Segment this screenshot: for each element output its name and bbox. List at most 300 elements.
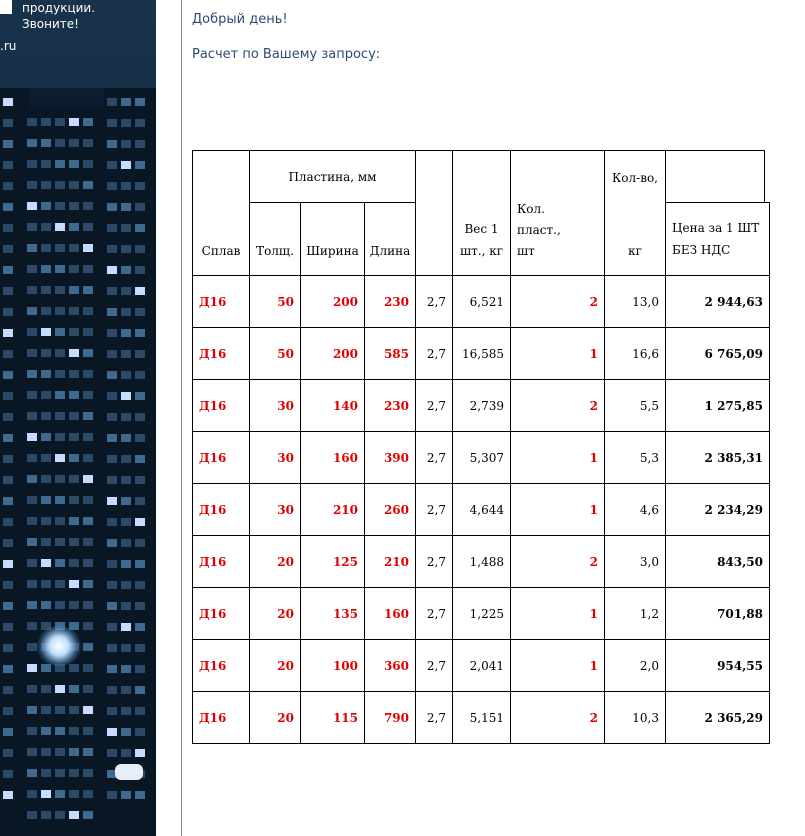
window-shape bbox=[121, 371, 131, 379]
header-price-line2: БЕЗ НДС bbox=[672, 243, 731, 257]
cell-price: 2 365,29 bbox=[665, 691, 770, 744]
window-shape bbox=[107, 560, 117, 568]
window-shape bbox=[83, 328, 93, 336]
window-shape bbox=[135, 413, 145, 421]
cell-width: 135 bbox=[300, 587, 365, 640]
window-shape bbox=[69, 160, 79, 168]
window-shape bbox=[27, 391, 37, 399]
window-shape bbox=[3, 518, 13, 526]
window-shape bbox=[69, 664, 79, 672]
cell-price: 843,50 bbox=[665, 535, 770, 588]
window-shape bbox=[69, 307, 79, 315]
window-shape bbox=[135, 119, 145, 127]
window-shape bbox=[69, 790, 79, 798]
window-shape bbox=[83, 643, 93, 651]
window-shape bbox=[121, 560, 131, 568]
window-shape bbox=[121, 539, 131, 547]
window-shape bbox=[3, 665, 13, 673]
window-shape bbox=[121, 98, 131, 106]
header-weight bbox=[452, 150, 511, 276]
window-shape bbox=[41, 559, 51, 567]
cell-count: 2 bbox=[510, 691, 605, 744]
window-shape bbox=[107, 581, 117, 589]
window-shape bbox=[41, 748, 51, 756]
window-shape bbox=[55, 223, 65, 231]
window-shape bbox=[121, 245, 131, 253]
window-shape bbox=[83, 286, 93, 294]
window-shape bbox=[69, 433, 79, 441]
window-shape bbox=[107, 371, 117, 379]
window-shape bbox=[69, 517, 79, 525]
window-shape bbox=[69, 706, 79, 714]
logo-icon bbox=[0, 0, 12, 14]
cell-count: 2 bbox=[510, 535, 605, 588]
window-shape bbox=[83, 181, 93, 189]
window-shape bbox=[69, 181, 79, 189]
cell-count: 1 bbox=[510, 639, 605, 692]
cell-density: 2,7 bbox=[415, 327, 453, 380]
window-shape bbox=[55, 412, 65, 420]
window-shape bbox=[55, 370, 65, 378]
cell-length: 360 bbox=[364, 639, 416, 692]
window-shape bbox=[41, 685, 51, 693]
window-shape bbox=[83, 601, 93, 609]
window-shape bbox=[83, 370, 93, 378]
cell-width: 210 bbox=[300, 483, 365, 536]
window-shape bbox=[41, 580, 51, 588]
window-shape bbox=[41, 328, 51, 336]
window-shape bbox=[135, 224, 145, 232]
window-shape bbox=[107, 497, 117, 505]
window-shape bbox=[3, 770, 13, 778]
cell-width: 115 bbox=[300, 691, 365, 744]
domain-fragment: .ru bbox=[0, 39, 17, 53]
window-shape bbox=[83, 160, 93, 168]
window-shape bbox=[55, 202, 65, 210]
window-shape bbox=[83, 202, 93, 210]
window-shape bbox=[135, 539, 145, 547]
window-shape bbox=[41, 370, 51, 378]
window-shape bbox=[27, 811, 37, 819]
window-shape bbox=[121, 203, 131, 211]
header-qty bbox=[604, 150, 666, 276]
window-shape bbox=[135, 665, 145, 673]
window-shape bbox=[27, 433, 37, 441]
window-shape bbox=[135, 434, 145, 442]
window-shape bbox=[69, 286, 79, 294]
window-shape bbox=[27, 223, 37, 231]
cell-thickness: 20 bbox=[249, 587, 301, 640]
window-shape bbox=[135, 287, 145, 295]
window-shape bbox=[55, 118, 65, 126]
cell-weight: 5,151 bbox=[452, 691, 511, 744]
window-shape bbox=[121, 413, 131, 421]
window-shape bbox=[121, 707, 131, 715]
window-shape bbox=[41, 349, 51, 357]
window-shape bbox=[55, 706, 65, 714]
window-shape bbox=[107, 623, 117, 631]
window-shape bbox=[69, 748, 79, 756]
greeting-text: Добрый день! bbox=[192, 12, 288, 27]
window-shape bbox=[83, 349, 93, 357]
window-shape bbox=[83, 265, 93, 273]
window-shape bbox=[107, 686, 117, 694]
cell-count: 2 bbox=[510, 275, 605, 328]
window-shape bbox=[3, 203, 13, 211]
header-density bbox=[415, 150, 453, 276]
window-shape bbox=[121, 644, 131, 652]
cell-thickness: 50 bbox=[249, 275, 301, 328]
window-shape bbox=[121, 140, 131, 148]
window-shape bbox=[55, 538, 65, 546]
window-shape bbox=[27, 475, 37, 483]
window-shape bbox=[69, 727, 79, 735]
car-shape bbox=[115, 764, 143, 780]
window-shape bbox=[69, 349, 79, 357]
window-shape bbox=[27, 202, 37, 210]
window-shape bbox=[135, 140, 145, 148]
window-shape bbox=[41, 475, 51, 483]
window-shape bbox=[3, 98, 13, 106]
window-shape bbox=[83, 706, 93, 714]
cell-length: 390 bbox=[364, 431, 416, 484]
window-shape bbox=[135, 245, 145, 253]
cell-qty: 3,0 bbox=[604, 535, 666, 588]
cell-count: 1 bbox=[510, 587, 605, 640]
header-qty-line2: кг bbox=[628, 244, 642, 258]
window-shape bbox=[69, 202, 79, 210]
window-shape bbox=[55, 244, 65, 252]
window-shape bbox=[83, 307, 93, 315]
window-shape bbox=[55, 454, 65, 462]
window-shape bbox=[41, 727, 51, 735]
window-shape bbox=[135, 602, 145, 610]
window-shape bbox=[107, 224, 117, 232]
cell-qty: 5,5 bbox=[604, 379, 666, 432]
window-shape bbox=[55, 328, 65, 336]
window-shape bbox=[3, 497, 13, 505]
window-shape bbox=[83, 244, 93, 252]
cell-thickness: 30 bbox=[249, 483, 301, 536]
cell-length: 230 bbox=[364, 379, 416, 432]
window-shape bbox=[107, 329, 117, 337]
window-shape bbox=[121, 686, 131, 694]
cell-qty: 2,0 bbox=[604, 639, 666, 692]
window-shape bbox=[107, 728, 117, 736]
window-shape bbox=[107, 476, 117, 484]
window-shape bbox=[121, 455, 131, 463]
cell-length: 585 bbox=[364, 327, 416, 380]
cell-width: 100 bbox=[300, 639, 365, 692]
window-shape bbox=[27, 286, 37, 294]
window-shape bbox=[121, 161, 131, 169]
window-shape bbox=[41, 391, 51, 399]
window-shape bbox=[41, 412, 51, 420]
window-shape bbox=[3, 392, 13, 400]
window-shape bbox=[3, 371, 13, 379]
window-shape bbox=[27, 244, 37, 252]
window-shape bbox=[69, 559, 79, 567]
window-shape bbox=[55, 160, 65, 168]
window-shape bbox=[69, 370, 79, 378]
cell-thickness: 20 bbox=[249, 691, 301, 744]
cell-density: 2,7 bbox=[415, 535, 453, 588]
header-weight-line1: Вес 1 bbox=[464, 222, 499, 236]
window-shape bbox=[27, 454, 37, 462]
window-shape bbox=[3, 581, 13, 589]
cell-density: 2,7 bbox=[415, 275, 453, 328]
cell-length: 160 bbox=[364, 587, 416, 640]
window-shape bbox=[121, 392, 131, 400]
window-shape bbox=[121, 224, 131, 232]
window-shape bbox=[83, 496, 93, 504]
window-shape bbox=[69, 769, 79, 777]
window-shape bbox=[83, 727, 93, 735]
window-shape bbox=[55, 727, 65, 735]
window-shape bbox=[121, 749, 131, 757]
window-shape bbox=[107, 707, 117, 715]
window-shape bbox=[27, 748, 37, 756]
cell-thickness: 20 bbox=[249, 535, 301, 588]
window-shape bbox=[135, 518, 145, 526]
cell-qty: 4,6 bbox=[604, 483, 666, 536]
window-shape bbox=[121, 182, 131, 190]
window-shape bbox=[27, 139, 37, 147]
window-shape bbox=[3, 707, 13, 715]
window-shape bbox=[41, 160, 51, 168]
window-shape bbox=[121, 350, 131, 358]
cell-weight: 2,739 bbox=[452, 379, 511, 432]
window-shape bbox=[107, 161, 117, 169]
window-shape bbox=[3, 728, 13, 736]
window-shape bbox=[83, 223, 93, 231]
cell-thickness: 20 bbox=[249, 639, 301, 692]
window-shape bbox=[135, 749, 145, 757]
window-shape bbox=[3, 329, 13, 337]
window-shape bbox=[107, 182, 117, 190]
window-shape bbox=[55, 496, 65, 504]
window-shape bbox=[135, 266, 145, 274]
window-shape bbox=[83, 580, 93, 588]
window-shape bbox=[27, 118, 37, 126]
cell-alloy: Д16 bbox=[192, 431, 250, 484]
window-shape bbox=[55, 517, 65, 525]
window-shape bbox=[3, 686, 13, 694]
cell-alloy: Д16 bbox=[192, 275, 250, 328]
window-shape bbox=[41, 223, 51, 231]
window-shape bbox=[135, 371, 145, 379]
window-shape bbox=[55, 748, 65, 756]
window-shape bbox=[41, 517, 51, 525]
window-shape bbox=[69, 538, 79, 546]
cell-density: 2,7 bbox=[415, 587, 453, 640]
window-shape bbox=[3, 308, 13, 316]
window-shape bbox=[55, 601, 65, 609]
header-thickness: Толщ. bbox=[249, 202, 301, 276]
window-shape bbox=[121, 518, 131, 526]
window-shape bbox=[3, 350, 13, 358]
header-count-line1: Кол. bbox=[517, 202, 545, 216]
window-shape bbox=[27, 706, 37, 714]
header-plate-group: Пластина, мм bbox=[249, 150, 416, 203]
window-shape bbox=[69, 685, 79, 693]
callout-text bbox=[22, 0, 95, 32]
window-shape bbox=[55, 433, 65, 441]
cell-price: 2 234,29 bbox=[665, 483, 770, 536]
window-shape bbox=[135, 350, 145, 358]
window-shape bbox=[121, 329, 131, 337]
window-shape bbox=[107, 245, 117, 253]
window-shape bbox=[41, 265, 51, 273]
window-shape bbox=[121, 665, 131, 673]
cell-density: 2,7 bbox=[415, 639, 453, 692]
window-shape bbox=[69, 496, 79, 504]
cell-price: 701,88 bbox=[665, 587, 770, 640]
window-shape bbox=[41, 244, 51, 252]
window-shape bbox=[27, 622, 37, 630]
window-shape bbox=[83, 412, 93, 420]
window-shape bbox=[55, 349, 65, 357]
cell-density: 2,7 bbox=[415, 431, 453, 484]
cell-qty: 13,0 bbox=[604, 275, 666, 328]
cell-density: 2,7 bbox=[415, 483, 453, 536]
header-count bbox=[510, 150, 605, 276]
window-shape bbox=[69, 601, 79, 609]
window-shape bbox=[135, 329, 145, 337]
window-shape bbox=[69, 475, 79, 483]
window-shape bbox=[69, 265, 79, 273]
window-shape bbox=[3, 791, 13, 799]
window-shape bbox=[69, 139, 79, 147]
window-shape bbox=[55, 559, 65, 567]
window-shape bbox=[121, 623, 131, 631]
window-shape bbox=[27, 160, 37, 168]
window-shape bbox=[27, 664, 37, 672]
window-shape bbox=[69, 811, 79, 819]
window-shape bbox=[107, 119, 117, 127]
window-shape bbox=[41, 454, 51, 462]
window-shape bbox=[27, 601, 37, 609]
window-shape bbox=[107, 518, 117, 526]
header-alloy: Сплав bbox=[192, 150, 250, 276]
window-shape bbox=[27, 265, 37, 273]
street-lamp-glow bbox=[36, 626, 82, 666]
window-shape bbox=[135, 308, 145, 316]
window-shape bbox=[107, 392, 117, 400]
window-shape bbox=[27, 370, 37, 378]
window-shape bbox=[107, 644, 117, 652]
window-shape bbox=[83, 475, 93, 483]
cell-length: 790 bbox=[364, 691, 416, 744]
window-shape bbox=[121, 791, 131, 799]
cell-length: 260 bbox=[364, 483, 416, 536]
request-heading: Расчет по Вашему запросу: bbox=[192, 47, 381, 62]
window-shape bbox=[3, 224, 13, 232]
window-shape bbox=[41, 496, 51, 504]
window-shape bbox=[69, 580, 79, 588]
window-shape bbox=[55, 685, 65, 693]
cell-weight: 1,488 bbox=[452, 535, 511, 588]
window-shape bbox=[135, 560, 145, 568]
window-shape bbox=[121, 581, 131, 589]
window-shape bbox=[83, 811, 93, 819]
window-shape bbox=[55, 181, 65, 189]
window-shape bbox=[83, 517, 93, 525]
window-shape bbox=[121, 602, 131, 610]
cell-alloy: Д16 bbox=[192, 639, 250, 692]
window-shape bbox=[27, 769, 37, 777]
window-shape bbox=[27, 412, 37, 420]
window-shape bbox=[27, 181, 37, 189]
cell-qty: 16,6 bbox=[604, 327, 666, 380]
window-shape bbox=[107, 791, 117, 799]
window-shape bbox=[27, 517, 37, 525]
window-shape bbox=[83, 433, 93, 441]
window-shape bbox=[55, 139, 65, 147]
window-shape bbox=[83, 139, 93, 147]
window-shape bbox=[3, 161, 13, 169]
cell-length: 230 bbox=[364, 275, 416, 328]
content-divider bbox=[181, 0, 182, 836]
cell-alloy: Д16 bbox=[192, 379, 250, 432]
cell-price: 954,55 bbox=[665, 639, 770, 692]
window-shape bbox=[27, 685, 37, 693]
window-shape bbox=[107, 749, 117, 757]
window-shape bbox=[3, 749, 13, 757]
cell-thickness: 30 bbox=[249, 379, 301, 432]
window-shape bbox=[55, 265, 65, 273]
cell-qty: 1,2 bbox=[604, 587, 666, 640]
window-shape bbox=[135, 623, 145, 631]
cell-width: 140 bbox=[300, 379, 365, 432]
window-shape bbox=[107, 140, 117, 148]
window-shape bbox=[83, 559, 93, 567]
window-shape bbox=[107, 203, 117, 211]
window-shape bbox=[135, 98, 145, 106]
window-shape bbox=[41, 706, 51, 714]
cell-count: 1 bbox=[510, 483, 605, 536]
window-shape bbox=[135, 476, 145, 484]
window-shape bbox=[41, 307, 51, 315]
window-shape bbox=[107, 287, 117, 295]
sidebar-banner bbox=[0, 0, 156, 836]
header-qty-line1: Кол-во, bbox=[612, 171, 658, 185]
window-shape bbox=[3, 644, 13, 652]
cell-alloy: Д16 bbox=[192, 327, 250, 380]
window-shape bbox=[107, 413, 117, 421]
window-shape bbox=[41, 118, 51, 126]
cell-weight: 1,225 bbox=[452, 587, 511, 640]
window-shape bbox=[83, 790, 93, 798]
cell-qty: 10,3 bbox=[604, 691, 666, 744]
header-count-line3: шт bbox=[517, 244, 535, 258]
window-shape bbox=[69, 412, 79, 420]
cell-count: 1 bbox=[510, 431, 605, 484]
window-shape bbox=[3, 623, 13, 631]
window-shape bbox=[121, 287, 131, 295]
cell-count: 2 bbox=[510, 379, 605, 432]
cell-alloy: Д16 bbox=[192, 535, 250, 588]
window-shape bbox=[27, 496, 37, 504]
window-shape bbox=[3, 413, 13, 421]
window-shape bbox=[3, 182, 13, 190]
window-shape bbox=[121, 434, 131, 442]
window-shape bbox=[83, 769, 93, 777]
window-shape bbox=[83, 538, 93, 546]
header-length: Длина bbox=[364, 202, 416, 276]
window-shape bbox=[27, 328, 37, 336]
window-shape bbox=[55, 286, 65, 294]
